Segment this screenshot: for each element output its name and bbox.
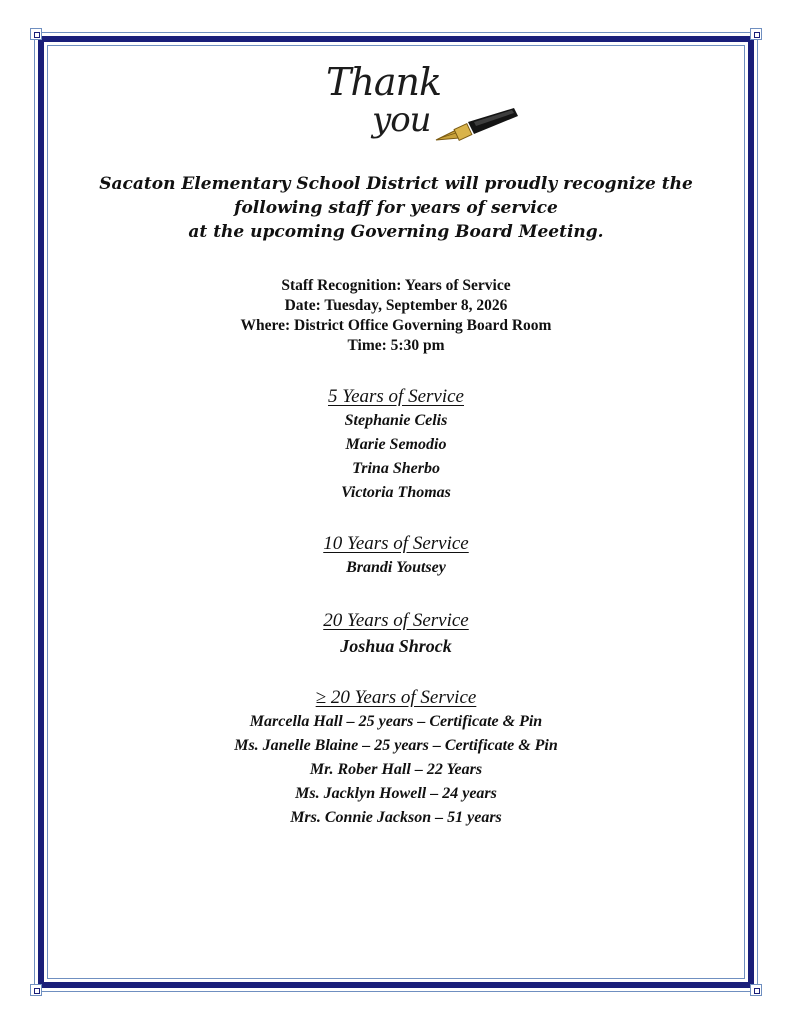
staff-name: Trina Sherbo bbox=[352, 460, 440, 477]
staff-name: Ms. Jacklyn Howell – 24 years bbox=[295, 785, 497, 802]
section-heading: 5 Years of Service bbox=[328, 386, 464, 407]
intro-line-3: at the upcoming Governing Board Meeting. bbox=[188, 222, 604, 242]
staff-name: Brandi Youtsey bbox=[346, 559, 446, 576]
corner-ornament-top-left bbox=[30, 28, 42, 40]
intro-line-2: following staff for years of service bbox=[234, 198, 558, 218]
staff-name: Victoria Thomas bbox=[341, 484, 451, 501]
staff-name: Marcella Hall – 25 years – Certificate & Pin bbox=[249, 713, 543, 730]
event-time: Time: 5:30 pm bbox=[347, 337, 445, 354]
corner-ornament-bottom-right bbox=[750, 984, 762, 996]
staff-name: Joshua Shrock bbox=[340, 636, 452, 656]
section-heading: 20 Years of Service bbox=[323, 610, 469, 631]
event-date: Date: Tuesday, September 8, 2026 bbox=[284, 297, 508, 314]
logo-you-text: you bbox=[372, 100, 431, 140]
section-heading: ≥ 20 Years of Service bbox=[315, 687, 477, 708]
intro-line-1: Sacaton Elementary School District will proudly recognize the bbox=[99, 174, 693, 194]
event-title: Staff Recognition: Years of Service bbox=[281, 277, 511, 294]
corner-ornament-top-right bbox=[750, 28, 762, 40]
staff-name: Mr. Rober Hall – 22 Years bbox=[309, 761, 483, 778]
fountain-pen-icon bbox=[434, 106, 520, 146]
staff-name: Marie Semodio bbox=[345, 436, 447, 453]
staff-name: Stephanie Celis bbox=[344, 412, 448, 429]
logo-thank-text: Thank bbox=[326, 60, 441, 104]
section-heading: 10 Years of Service bbox=[323, 533, 469, 554]
section-20-years bbox=[60, 609, 732, 659]
staff-name: Ms. Janelle Blaine – 25 years – Certificate & Pin bbox=[234, 737, 558, 754]
thank-you-logo bbox=[326, 60, 526, 150]
section-over-20-years bbox=[60, 686, 732, 830]
event-location: Where: District Office Governing Board Room bbox=[240, 317, 552, 334]
staff-name: Mrs. Connie Jackson – 51 years bbox=[290, 809, 502, 826]
section-5-years bbox=[60, 385, 732, 505]
intro-statement bbox=[60, 172, 732, 244]
section-10-years bbox=[60, 532, 732, 580]
event-details bbox=[60, 276, 732, 356]
corner-ornament-bottom-left bbox=[30, 984, 42, 996]
